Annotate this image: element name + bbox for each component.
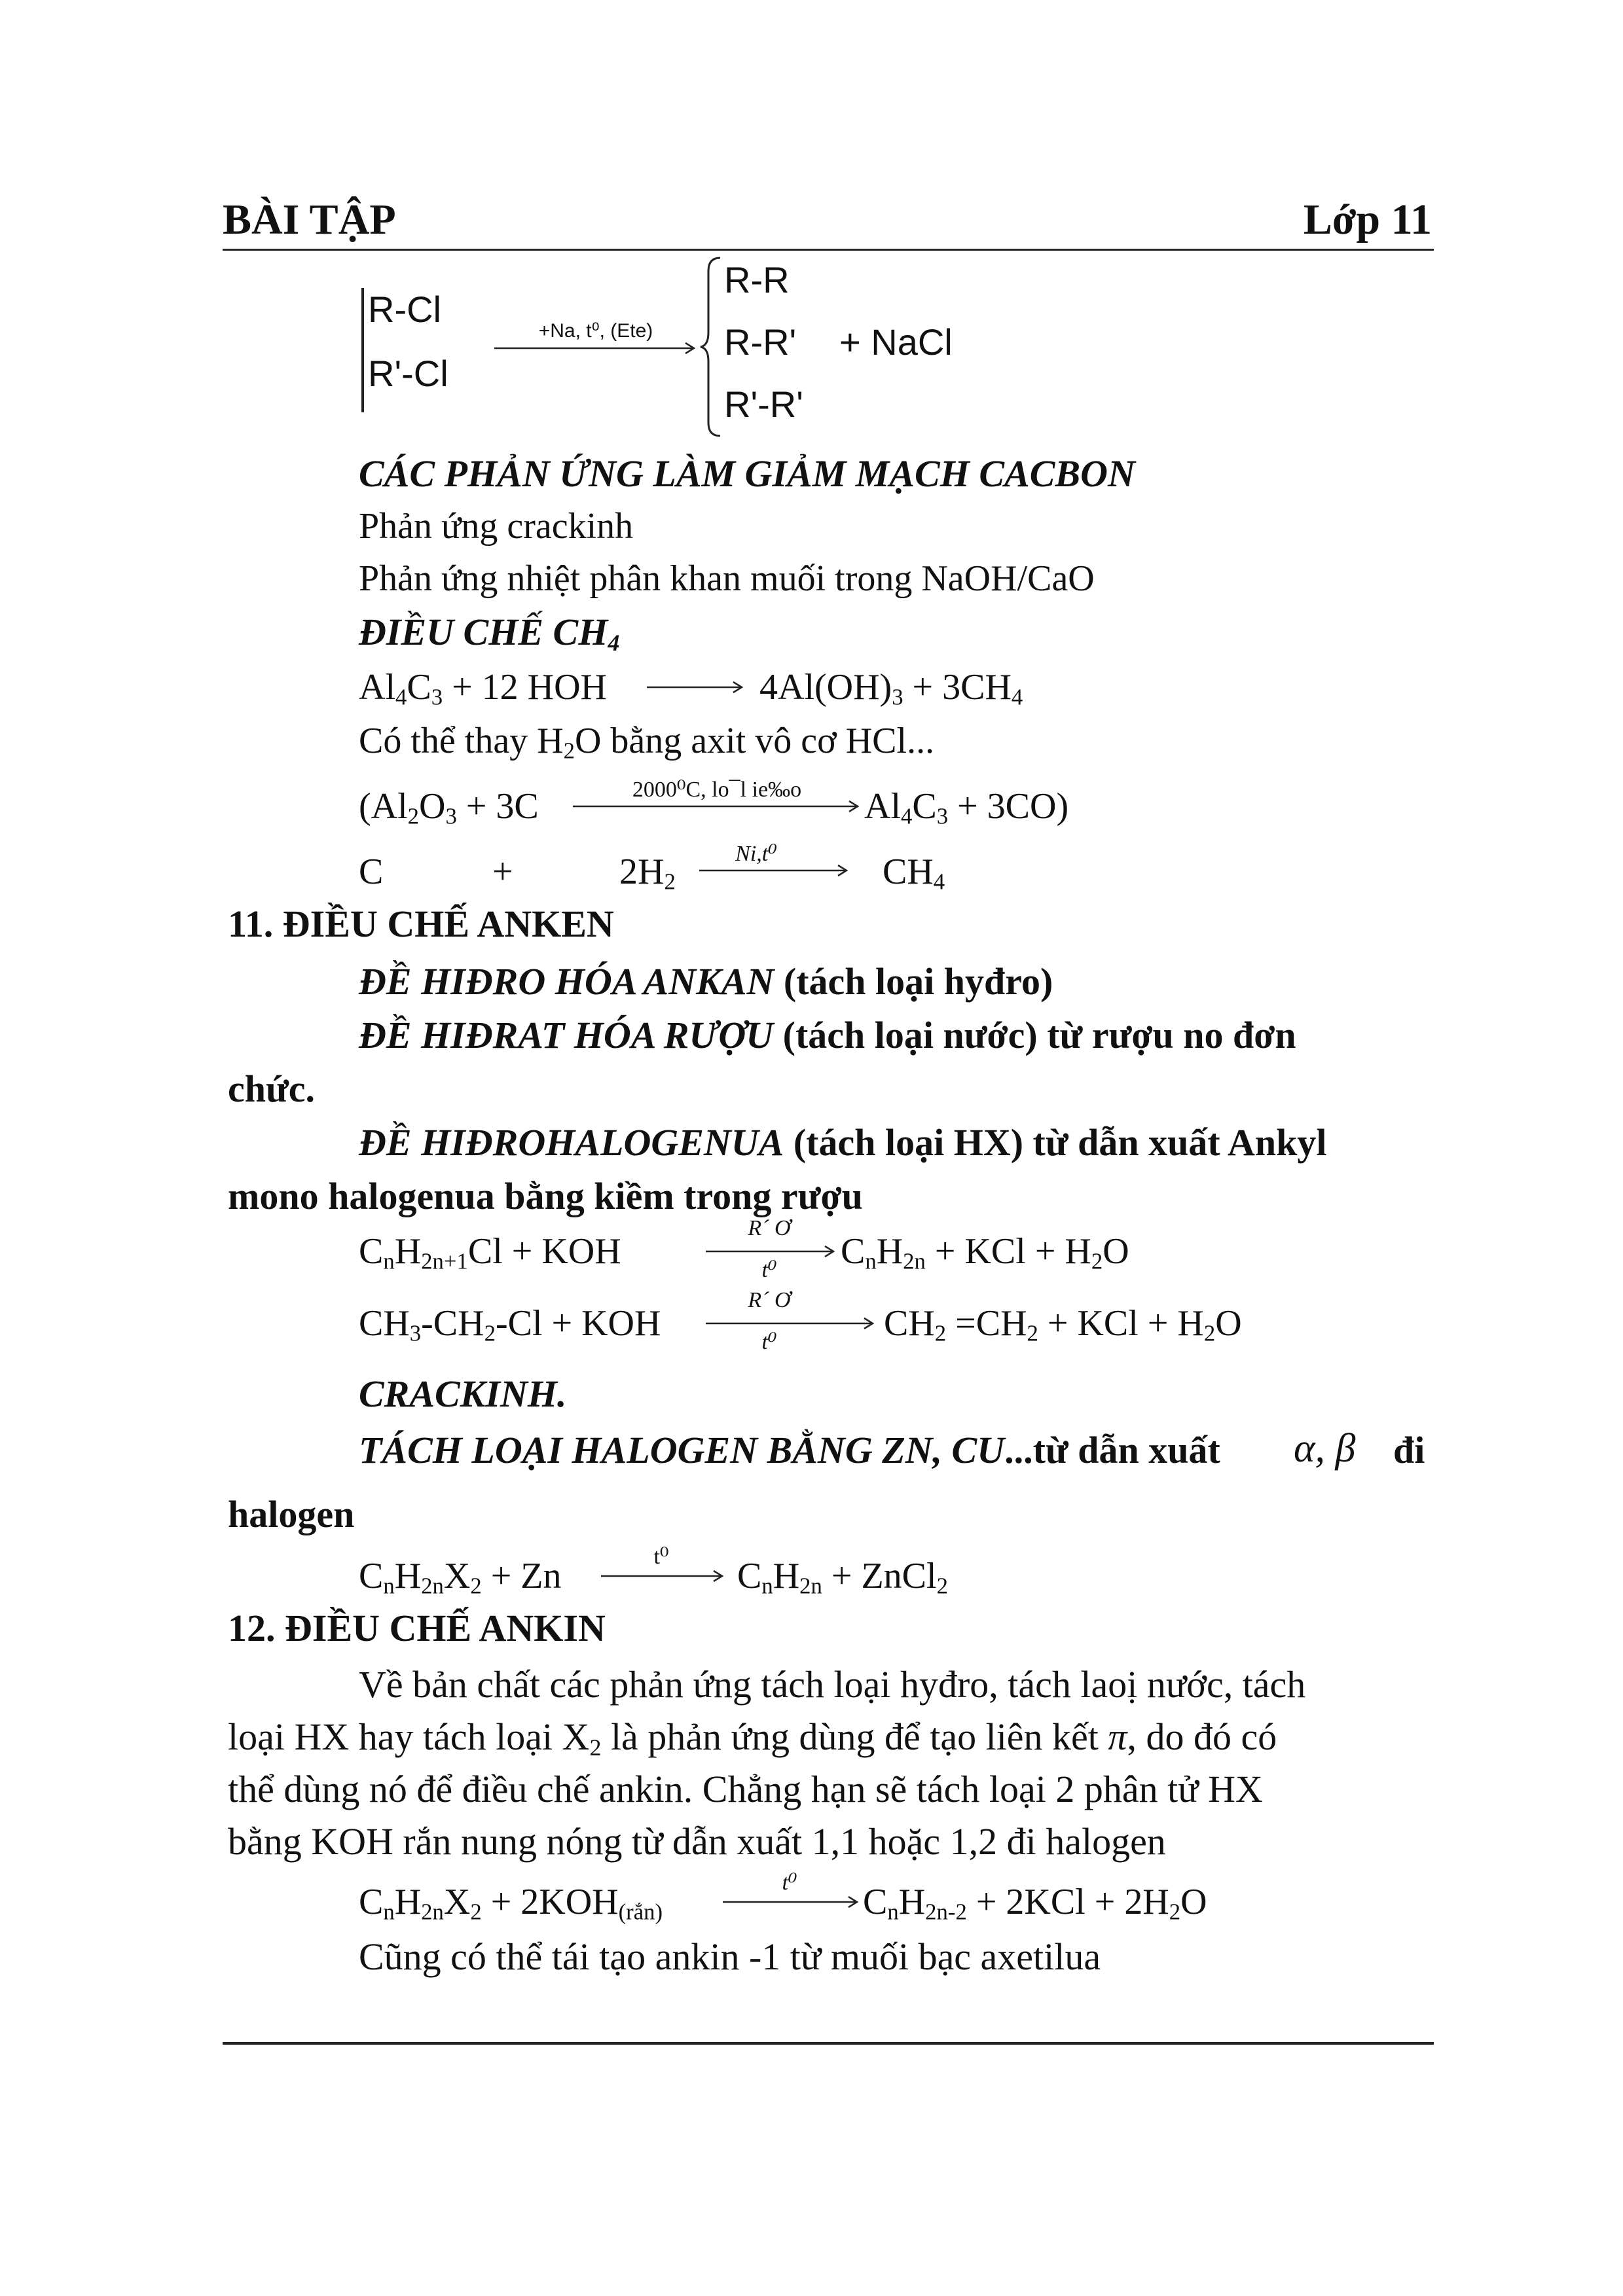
section-12-last-line: Cũng có thể tái tạo ankin -1 từ muối bạc axetilua: [359, 1935, 1101, 1978]
section-11-p4: TÁCH LOẠI HALOGEN BẰNG ZN, CU...từ dẫn xuất: [359, 1429, 1220, 1471]
section-11-p2-cont: chức.: [228, 1067, 316, 1110]
header-rule: [223, 249, 1434, 251]
section-11-p4-end: đi: [1393, 1429, 1425, 1471]
anken-eq1-cond-top: R´ Ơ: [748, 1216, 791, 1240]
ch4-eq3-plus: +: [492, 852, 513, 892]
anken-eq2-cond-top: R´ Ơ: [748, 1288, 791, 1312]
section-12-para-line-3: thể dùng nó để điều chế ankin. Chẳng hạn sẽ tách loại 2 phân tử HX: [228, 1768, 1263, 1810]
anken-eq2-right: $CH_2 =CH_2$ + KCl + $H_2O$: [884, 1303, 1242, 1346]
footer-rule: [223, 2042, 1434, 2045]
ch4-eq2-left: ($Al_2O_3 + 3C$: [359, 786, 539, 829]
wurtz-byproduct: + NaCl: [839, 321, 953, 363]
anken-eq1-right: $C_nH_{2n}$ + KCl + $H_2O$: [841, 1231, 1129, 1274]
alpha-beta-symbols: α, β: [1294, 1426, 1356, 1471]
anken-eq2-cond-bottom: t⁰: [761, 1330, 777, 1354]
header-class: Lớp 11: [1303, 196, 1432, 243]
ankin-eq-left: $C_nH_{2n}X_2 + 2KOH_{(rắn)}$: [359, 1882, 663, 1925]
ch4-eq2-arrow: [573, 800, 861, 816]
section-11-p4-cont: halogen: [228, 1493, 355, 1535]
crackinh-label: CRACKINH.: [359, 1372, 567, 1415]
ch4-title: ĐIỀU CHẾ $CH_4$: [359, 611, 620, 656]
decarbon-title: CÁC PHẢN ỨNG LÀM GIẢM MẠCH CACBON: [359, 452, 1135, 495]
product-3: R'-R': [724, 384, 803, 425]
pi-symbol: π: [1108, 1715, 1127, 1758]
ch4-eq2-right: $Al_4C_3 + 3CO$): [864, 786, 1069, 829]
section-12-para-line-4: bằng KOH rắn nung nóng từ dẫn xuất 1,1 hoặc 1,2 đi halogen: [228, 1820, 1166, 1863]
reactant-2: R'-Cl: [368, 353, 448, 394]
ch4-eq3-a: C: [359, 852, 384, 892]
section-12-heading: 12. ĐIỀU CHẾ ANKIN: [228, 1607, 606, 1649]
product-2: R-R': [724, 321, 797, 363]
product-brace: [699, 255, 725, 442]
anken-eq2-left: $CH_3-CH_2-Cl$ + KOH: [359, 1303, 661, 1346]
anken-eq1-left: $C_nH_{2n+1}Cl$ + KOH: [359, 1231, 621, 1274]
ch4-eq1-left: $Al_4C_3 + 12$ HOH: [359, 667, 607, 710]
anken-eq1-cond-bottom: t⁰: [761, 1258, 777, 1282]
ch4-eq3-b: $2H_2$: [619, 852, 676, 895]
ankin-eq-arrow: [723, 1895, 860, 1912]
ch4-note: Có thể thay $H_2O$ bằng axit vô cơ HCl...: [359, 721, 935, 764]
section-11-p1: ĐỀ HIĐRO HÓA ANKAN (tách loại hyđro): [359, 960, 1053, 1003]
ch4-eq3-right: $CH_4$: [883, 852, 945, 895]
section-11-p3-cont: mono halogenua bằng kiềm trong rượu: [228, 1175, 863, 1217]
ch4-eq3-arrow: [699, 864, 850, 880]
ch4-eq3-condition: Ni,t⁰: [735, 842, 777, 866]
wurtz-condition: +Na, t⁰, (Ete): [538, 320, 653, 342]
anken-eq3-left: $C_nH_{2n}X_2 + Zn$: [359, 1556, 562, 1599]
section-11-p3: ĐỀ HIĐROHALOGENUA (tách loại HX) từ dẫn xuất Ankyl: [359, 1121, 1327, 1164]
header-title: BÀI TẬP: [223, 196, 396, 243]
reactant-1: R-Cl: [368, 289, 441, 330]
anken-eq3-arrow: [601, 1570, 725, 1586]
ankin-eq-condition: t⁰: [782, 1871, 797, 1895]
wurtz-arrow: [494, 342, 697, 358]
reactant-bar: [361, 288, 364, 412]
ankin-eq-right: $C_nH_{2n-2} + 2KCl + 2H_2O$: [863, 1882, 1207, 1925]
section-12-para-line-2: loại HX hay tách loại $X_2$ là phản ứng dùng để tạo liên kết π, do đó có: [228, 1715, 1277, 1761]
anken-eq3-condition: t⁰: [653, 1545, 669, 1569]
decarbon-line-2: Phản ứng nhiệt phân khan muối trong NaOH/CaO: [359, 558, 1095, 599]
decarbon-line-1: Phản ứng crackinh: [359, 506, 634, 547]
product-1: R-R: [724, 259, 790, 300]
anken-eq3-right: $C_nH_{2n}$ + ZnCl$_2$: [737, 1556, 948, 1599]
section-12-para-line-1: Về bản chất các phản ứng tách loại hyđro, tách laoị nước, tách: [359, 1663, 1306, 1706]
section-11-p2: ĐỀ HIĐRAT HÓA RƯỢU (tách loại nước) từ rượu no đơn: [359, 1014, 1296, 1056]
ch4-eq2-condition: 2000⁰C, lo¯l ie‰o: [632, 778, 802, 802]
section-11-heading: 11. ĐIỀU CHẾ ANKEN: [228, 903, 614, 945]
ch4-eq1-arrow: [647, 681, 745, 697]
ch4-eq1-right: $4Al(OH)_3 + 3CH_4$: [759, 667, 1023, 710]
